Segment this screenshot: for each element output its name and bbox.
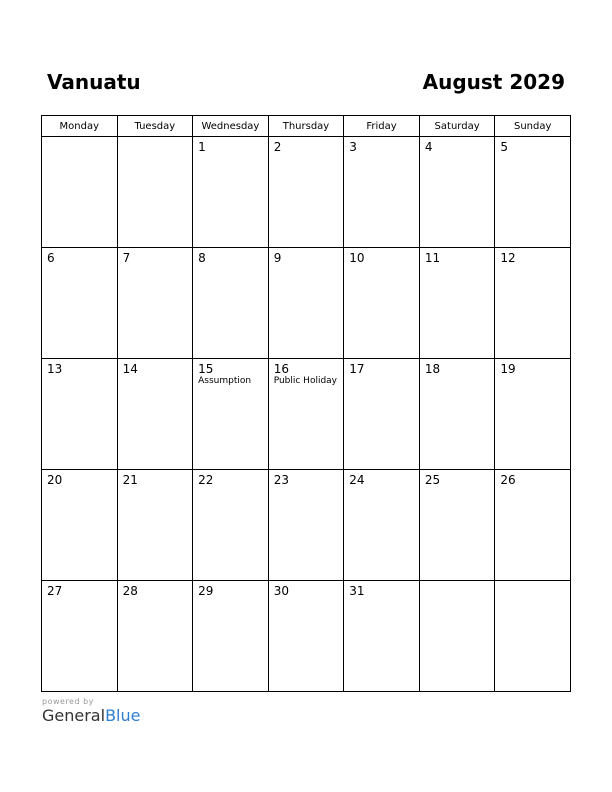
day-cell bbox=[117, 248, 193, 359]
day-number: 21 bbox=[122, 473, 138, 487]
weekday-header: Wednesday bbox=[193, 116, 269, 137]
weekday-header: Saturday bbox=[419, 116, 495, 137]
generalblue-logo[interactable] bbox=[42, 707, 140, 725]
day-cell bbox=[42, 248, 118, 359]
day-cell bbox=[495, 581, 571, 692]
week-row bbox=[42, 470, 571, 581]
brand-blue-text: Blue bbox=[105, 706, 141, 725]
day-number: 26 bbox=[500, 473, 516, 487]
day-number: 12 bbox=[500, 251, 516, 265]
day-number: 17 bbox=[349, 362, 365, 376]
day-number: 29 bbox=[198, 584, 214, 598]
day-number: 19 bbox=[500, 362, 516, 376]
day-cell bbox=[419, 581, 495, 692]
day-cell bbox=[419, 359, 495, 470]
day-number: 30 bbox=[273, 584, 289, 598]
holiday-label: Public Holiday bbox=[273, 376, 338, 386]
day-number: 1 bbox=[198, 140, 206, 154]
day-cell bbox=[117, 470, 193, 581]
day-number bbox=[420, 581, 495, 584]
day-cell bbox=[42, 581, 118, 692]
day-number: 10 bbox=[349, 251, 365, 265]
weekday-header: Thursday bbox=[268, 116, 344, 137]
day-cell bbox=[419, 137, 495, 248]
week-row bbox=[42, 581, 571, 692]
holiday-label: Assumption bbox=[198, 376, 252, 386]
day-cell bbox=[117, 581, 193, 692]
day-number: 31 bbox=[349, 584, 365, 598]
day-number: 13 bbox=[47, 362, 63, 376]
day-number: 16 bbox=[273, 362, 289, 376]
day-cell bbox=[344, 581, 420, 692]
day-cell bbox=[42, 137, 118, 248]
weekday-header: Tuesday bbox=[117, 116, 193, 137]
day-number: 23 bbox=[273, 473, 289, 487]
day-number: 25 bbox=[424, 473, 441, 487]
day-cell bbox=[419, 470, 495, 581]
day-number: 22 bbox=[198, 473, 214, 487]
day-cell bbox=[495, 248, 571, 359]
day-cell bbox=[193, 137, 269, 248]
day-cell bbox=[42, 359, 118, 470]
day-cell bbox=[268, 359, 344, 470]
weekday-header: Monday bbox=[42, 116, 118, 137]
day-number: 6 bbox=[47, 251, 55, 265]
day-cell bbox=[42, 470, 118, 581]
brand-general-text: General bbox=[42, 706, 106, 725]
day-number: 5 bbox=[500, 140, 509, 154]
day-cell bbox=[193, 359, 269, 470]
day-cell bbox=[193, 581, 269, 692]
day-cell bbox=[495, 359, 571, 470]
month-year-title: August 2029 bbox=[422, 70, 565, 94]
day-number: 18 bbox=[424, 362, 441, 376]
day-number: 3 bbox=[349, 140, 357, 154]
day-number: 8 bbox=[198, 251, 206, 265]
day-cell bbox=[495, 470, 571, 581]
day-number: 2 bbox=[273, 140, 282, 154]
day-cell bbox=[344, 137, 420, 248]
footer-branding bbox=[42, 697, 140, 725]
day-number: 4 bbox=[424, 140, 433, 154]
day-number bbox=[42, 137, 117, 140]
day-cell bbox=[193, 248, 269, 359]
day-cell bbox=[344, 470, 420, 581]
calendar-grid bbox=[41, 115, 571, 692]
day-cell bbox=[419, 248, 495, 359]
day-number: 27 bbox=[47, 584, 63, 598]
day-cell bbox=[344, 359, 420, 470]
day-number bbox=[118, 137, 193, 140]
day-number: 20 bbox=[47, 473, 63, 487]
powered-by-text: powered by bbox=[42, 697, 94, 706]
weekday-header: Sunday bbox=[495, 116, 571, 137]
day-number: 11 bbox=[424, 251, 441, 265]
week-row bbox=[42, 248, 571, 359]
day-cell bbox=[344, 248, 420, 359]
day-cell bbox=[268, 581, 344, 692]
day-cell bbox=[268, 470, 344, 581]
day-number: 14 bbox=[122, 362, 138, 376]
day-number bbox=[495, 581, 570, 584]
day-number: 9 bbox=[273, 251, 282, 265]
day-cell bbox=[193, 470, 269, 581]
day-number: 28 bbox=[122, 584, 138, 598]
country-title: Vanuatu bbox=[47, 70, 141, 94]
day-number: 7 bbox=[122, 251, 131, 265]
weekday-header: Friday bbox=[344, 116, 420, 137]
day-cell bbox=[495, 137, 571, 248]
day-cell bbox=[268, 137, 344, 248]
week-row bbox=[42, 137, 571, 248]
day-cell bbox=[117, 359, 193, 470]
day-number: 24 bbox=[349, 473, 365, 487]
day-number: 15 bbox=[198, 362, 214, 376]
weekday-header-row bbox=[42, 116, 571, 137]
day-cell bbox=[117, 137, 193, 248]
week-row bbox=[42, 359, 571, 470]
day-cell bbox=[268, 248, 344, 359]
